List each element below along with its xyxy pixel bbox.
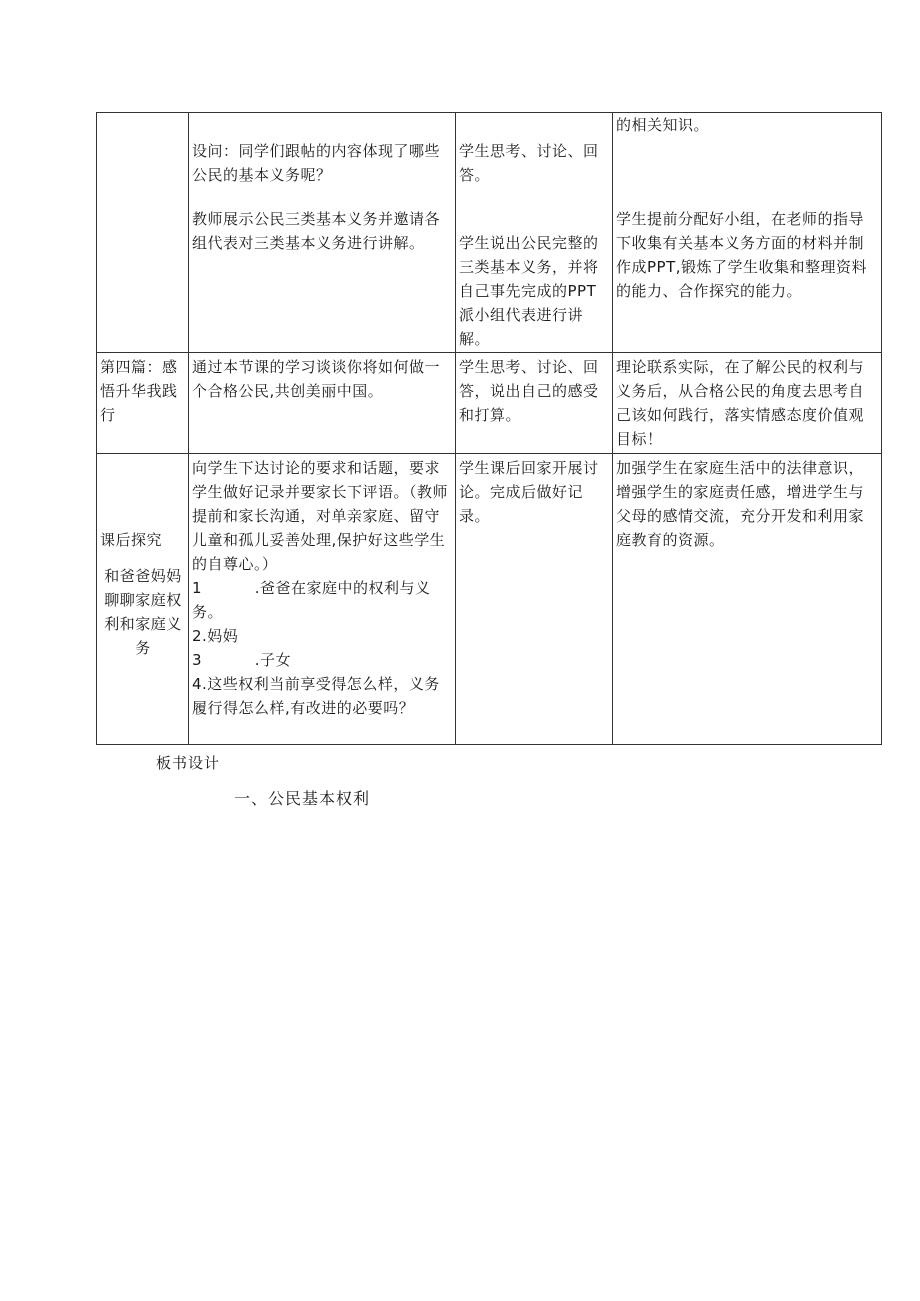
table-row [97, 113, 882, 353]
activity-question: 设问：同学们跟帖的内容体现了哪些公民的基本义务呢？ [192, 142, 441, 184]
student-cell [456, 113, 613, 353]
student-text: 学生说出公民完整的三类基本义务，并将自己事先完成的PPT派小组代表进行讲解。 [459, 234, 599, 348]
activity-cell [189, 113, 456, 353]
student-text: 学生课后回家开展讨论。完成后做好记录。 [459, 459, 599, 525]
intent-cell [613, 353, 882, 454]
activity-cell [189, 454, 456, 745]
stage-cell [97, 454, 189, 745]
student-cell [456, 454, 613, 745]
list-item: 1 .爸爸在家庭中的权利与义务。 [192, 579, 431, 621]
intent-text: 学生提前分配好小组，在老师的指导下收集有关基本义务方面的材料并制作成PPT,锻炼了学生收集和整理资料的能力、合作探究的能力。 [616, 210, 868, 300]
intent-text: 的相关知识。 [616, 116, 710, 134]
stage-topic: 和爸爸妈妈聊聊家庭权利和家庭义务 [104, 567, 182, 657]
stage-cell [97, 113, 189, 353]
intent-text: 加强学生在家庭生活中的法律意识，增强学生的家庭责任感，增进学生与父母的感情交流，充分开发和利用家庭教育的资源。 [616, 459, 865, 549]
board-item: 一、公民基本权利 [234, 789, 371, 808]
stage-label: 第四篇：感悟升华我践行 [100, 358, 178, 424]
activity-text: 通过本节课的学习谈谈你将如何做一个合格公民,共创美丽中国。 [192, 358, 441, 400]
stage-title: 课后探究 [100, 531, 163, 549]
stage-cell [97, 353, 189, 454]
activity-text: 向学生下达讨论的要求和话题，要求学生做好记录并要家长下评语。（教师提前和家长沟通，对单亲家庭、留守儿童和孤儿妥善处理,保护好这些学生的自尊心。） [192, 459, 449, 573]
activity-cell [189, 353, 456, 454]
intent-text: 理论联系实际，在了解公民的权利与义务后，从合格公民的角度去思考自己该如何践行，落实情感态度价值观目标！ [616, 358, 865, 448]
student-cell [456, 353, 613, 454]
intent-cell [613, 113, 882, 353]
table-row [97, 454, 882, 745]
board-design-heading: 板书设计 [156, 754, 221, 772]
list-item: 2.妈妈 [192, 627, 239, 645]
intent-cell [613, 454, 882, 745]
lesson-plan-table [96, 112, 882, 745]
table-row [97, 353, 882, 454]
student-text: 学生思考、讨论、回答，说出自己的感受和打算。 [459, 358, 599, 424]
list-item: 4.这些权利当前享受得怎么样，义务履行得怎么样,有改进的必要吗？ [192, 675, 440, 717]
student-text: 学生思考、讨论、回答。 [459, 142, 599, 184]
list-item: 3 .子女 [192, 651, 291, 669]
activity-text: 教师展示公民三类基本义务并邀请各组代表对三类基本义务进行讲解。 [192, 210, 441, 252]
